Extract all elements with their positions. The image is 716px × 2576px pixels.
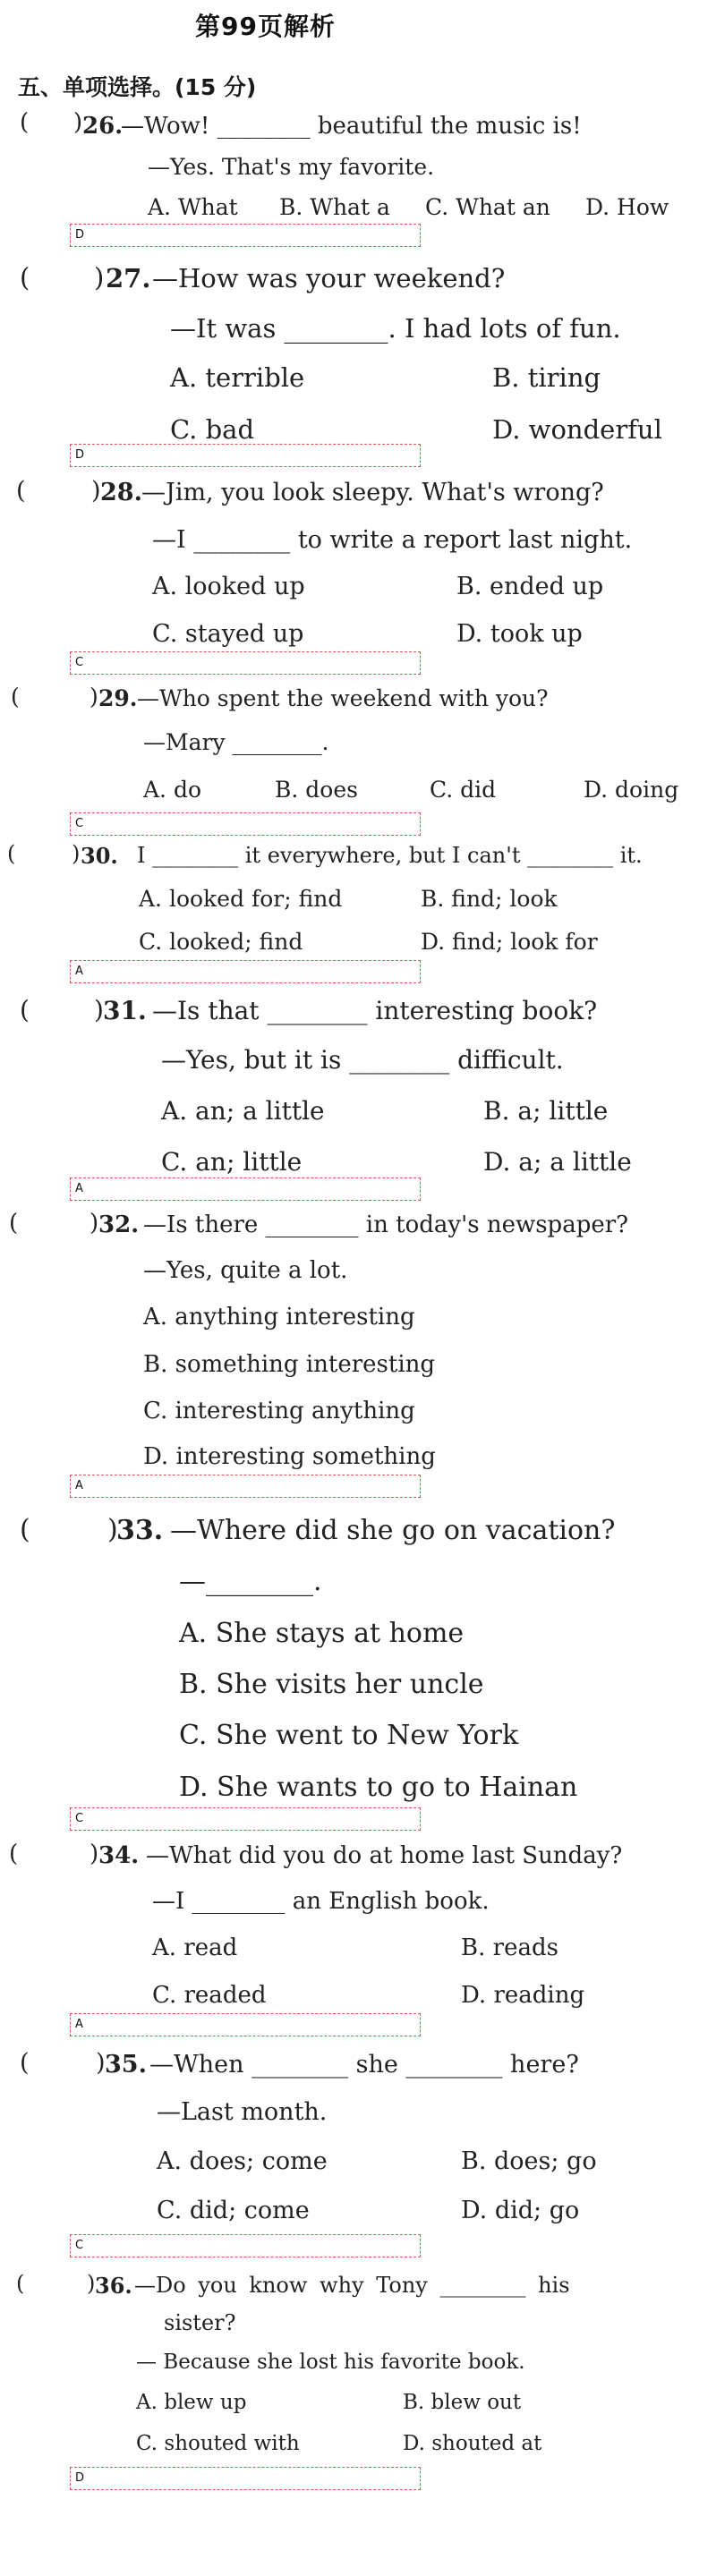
- answer-paren: (: [20, 995, 30, 1024]
- option-b: B. does: [275, 777, 358, 803]
- answer-box: A: [70, 1177, 421, 1201]
- option-d: D. wonderful: [492, 414, 662, 445]
- question-stem: —Do you know why Tony ________ his: [134, 2273, 570, 2298]
- question-number: 28.: [100, 479, 142, 506]
- answer-paren: ): [91, 477, 101, 505]
- question-stem: —Wow! ________ beautiful the music is!: [121, 113, 582, 140]
- option-b: B. find; look: [421, 886, 558, 912]
- answer-box: C: [70, 2234, 421, 2257]
- option-c: C. She went to New York: [179, 1720, 519, 1751]
- option-b: B. reads: [461, 1934, 558, 1961]
- answer-paren: ): [90, 1210, 99, 1237]
- option-a: A. read: [152, 1934, 238, 1961]
- answer-box: C: [70, 812, 421, 836]
- option-c: C. readed: [152, 1982, 267, 2009]
- question-number: 29.: [98, 685, 138, 711]
- question-stem: —Who spent the weekend with you?: [137, 685, 549, 711]
- question-number: 33.: [116, 1515, 164, 1546]
- option-b: B. tiring: [492, 362, 601, 393]
- answer-paren: ): [94, 995, 104, 1024]
- question-number: 35.: [105, 2051, 147, 2079]
- question-number: 32.: [98, 1211, 140, 1238]
- option-c: C. interesting anything: [143, 1398, 415, 1424]
- question-reply: —Mary ________.: [143, 729, 329, 755]
- section-header: 五、单项选择。(15 分): [18, 74, 257, 100]
- question-reply: —Yes. That's my favorite.: [148, 154, 435, 180]
- question-stem: —Is there ________ in today's newspaper?: [143, 1211, 629, 1238]
- option-c: C. an; little: [161, 1147, 303, 1177]
- option-c: C. looked; find: [139, 929, 303, 955]
- answer-box: A: [70, 1475, 421, 1498]
- question-stem-continued: sister?: [164, 2310, 236, 2335]
- answer-paren: ): [107, 1514, 118, 1545]
- question-stem: —Where did she go on vacation?: [170, 1515, 616, 1546]
- question-reply: — Because she lost his favorite book.: [136, 2351, 525, 2374]
- answer-paren: ): [87, 2271, 96, 2296]
- option-d: D. How: [585, 194, 669, 220]
- answer-paren: (: [20, 262, 30, 293]
- option-a: A. blew up: [136, 2391, 247, 2414]
- answer-box: A: [70, 2013, 421, 2036]
- question-stem: —Is that ________ interesting book?: [152, 996, 598, 1025]
- question-reply: —Yes, but it is ________ difficult.: [161, 1045, 564, 1075]
- answer-paren: (: [9, 1210, 19, 1237]
- option-c: C. did; come: [157, 2197, 310, 2224]
- question-stem: —Jim, you look sleepy. What's wrong?: [141, 479, 604, 506]
- answer-paren: (: [7, 841, 16, 866]
- question-stem: I ________ it everywhere, but I can't ________ it.: [137, 843, 643, 868]
- option-b: B. a; little: [483, 1096, 609, 1126]
- question-number: 27.: [106, 263, 151, 293]
- option-a: A. anything interesting: [143, 1304, 415, 1331]
- answer-paren: (: [9, 1841, 19, 1867]
- answer-paren: (: [16, 477, 26, 505]
- answer-box: D: [70, 444, 421, 467]
- option-d: D. a; a little: [483, 1147, 632, 1177]
- answer-box: D: [70, 224, 421, 247]
- option-b: B. She visits her uncle: [179, 1669, 484, 1700]
- option-a: A. looked up: [152, 573, 305, 600]
- option-c: C. bad: [170, 414, 255, 445]
- option-b: B. does; go: [461, 2147, 597, 2175]
- option-a: A. an; a little: [161, 1096, 325, 1126]
- question-reply: —Last month.: [157, 2098, 328, 2126]
- question-reply: —It was ________. I had lots of fun.: [170, 313, 621, 344]
- question-number: 30.: [81, 843, 118, 869]
- option-d: D. She wants to go to Hainan: [179, 1772, 578, 1803]
- question-reply: —I ________ to write a report last night.: [152, 526, 633, 554]
- answer-paren: ): [73, 109, 83, 136]
- answer-paren: (: [20, 2049, 30, 2077]
- question-reply: —I ________ an English book.: [152, 1888, 490, 1915]
- question-number: 31.: [103, 996, 147, 1025]
- answer-paren: (: [20, 109, 30, 136]
- answer-box: A: [70, 960, 421, 983]
- question-number: 36.: [95, 2273, 132, 2299]
- option-c: C. shouted with: [136, 2432, 300, 2455]
- option-d: D. interesting something: [143, 1443, 436, 1470]
- option-b: B. What a: [279, 194, 390, 220]
- option-c: C. What an: [425, 194, 550, 220]
- answer-paren: (: [11, 684, 20, 710]
- answer-paren: ): [96, 2049, 106, 2077]
- option-a: A. does; come: [157, 2147, 328, 2175]
- question-stem: —What did you do at home last Sunday?: [146, 1842, 623, 1869]
- option-b: B. something interesting: [143, 1351, 436, 1378]
- option-c: C. stayed up: [152, 620, 304, 648]
- answer-paren: (: [20, 1514, 30, 1545]
- answer-box: C: [70, 1807, 421, 1831]
- option-d: D. did; go: [461, 2197, 580, 2224]
- answer-paren: ): [94, 262, 105, 293]
- answer-box: D: [70, 2467, 421, 2490]
- option-a: A. do: [143, 777, 202, 803]
- question-reply: —Yes, quite a lot.: [143, 1257, 348, 1284]
- option-d: D. took up: [456, 620, 583, 648]
- question-reply: —________.: [179, 1566, 322, 1597]
- question-number: 34.: [98, 1842, 140, 1869]
- option-c: C. did: [430, 777, 497, 803]
- option-b: B. ended up: [456, 573, 604, 600]
- option-d: D. reading: [461, 1982, 585, 2009]
- option-d: D. find; look for: [421, 929, 598, 955]
- page-title: 第99页解析: [195, 12, 336, 41]
- option-d: D. shouted at: [403, 2432, 542, 2455]
- option-a: A. What: [148, 194, 238, 220]
- question-stem: —How was your weekend?: [152, 263, 506, 293]
- answer-paren: ): [90, 1841, 99, 1867]
- answer-paren: ): [90, 684, 98, 710]
- answer-paren: ): [72, 841, 81, 866]
- answer-paren: (: [16, 2271, 25, 2296]
- option-b: B. blew out: [403, 2391, 522, 2414]
- question-stem: —When ________ she ________ here?: [149, 2051, 579, 2079]
- option-a: A. looked for; find: [139, 886, 343, 912]
- option-a: A. terrible: [170, 362, 305, 393]
- answer-box: C: [70, 651, 421, 675]
- question-number: 26.: [82, 113, 124, 140]
- option-a: A. She stays at home: [179, 1618, 465, 1649]
- option-d: D. doing: [584, 777, 679, 803]
